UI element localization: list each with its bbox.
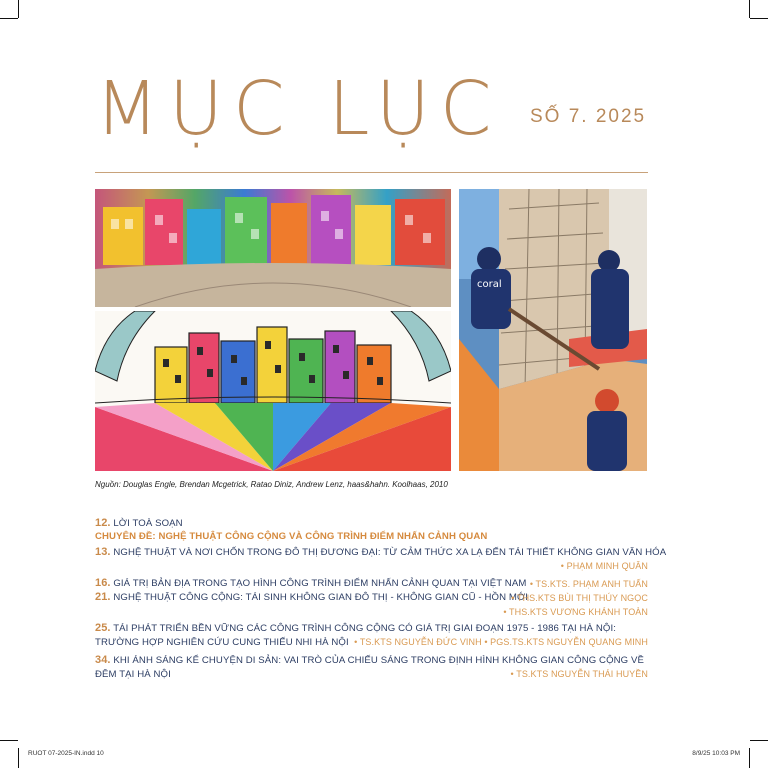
- toc-title: NGHỆ THUẬT VÀ NƠI CHỐN TRONG ĐÔ THỊ ĐƯƠNG ĐẠI: TỪ CẢM THỨC XA LẠ ĐẾN TÁI THIẾT KHÔNG GIAN VĂN HÓA: [113, 547, 667, 558]
- toc-title: KHI ÁNH SÁNG KỂ CHUYỆN DI SẢN: VAI TRÒ CỦA CHIẾU SÁNG TRONG ĐỊNH HÌNH KHÔNG GIAN CÔNG CỘNG VỀ: [113, 655, 644, 666]
- workers-painting-photo: [459, 189, 647, 471]
- crop-mark: [750, 740, 768, 741]
- image-caption: Nguồn: Douglas Engle, Brendan Mcgetrick, Ratao Diniz, Andrew Lenz, haas&hahn. Koolhaas, 2010: [95, 480, 448, 489]
- toc-title: NGHỆ THUẬT CÔNG CỘNG: TÁI SINH KHÔNG GIAN ĐÔ THỊ - KHÔNG GIAN CŨ - HỒN MỚI: [113, 592, 529, 603]
- toc-entry-continued: [95, 637, 648, 648]
- toc-page-number: 13.: [95, 546, 111, 558]
- toc-page-number: 12.: [95, 517, 111, 529]
- favela-illustration: [95, 311, 451, 471]
- title-divider: [95, 172, 648, 173]
- crop-mark: [750, 18, 768, 19]
- toc-editorial[interactable]: [95, 517, 648, 529]
- toc-page-number: 34.: [95, 654, 111, 666]
- crop-mark: [18, 748, 19, 768]
- toc-entry[interactable]: [95, 591, 648, 603]
- toc-author: • TS.KTS NGUYỄN THÁI HUYỀN: [510, 669, 648, 679]
- print-slug-file: RUOT 07-2025-IN.indd 10: [28, 750, 104, 757]
- toc-theme-heading: CHUYÊN ĐỀ: NGHỆ THUẬT CÔNG CỘNG VÀ CÔNG TRÌNH ĐIỂM NHẤN CẢNH QUAN: [95, 531, 488, 542]
- favela-panorama-photo: [95, 189, 451, 307]
- toc-title: TRƯỜNG HỢP NGHIÊN CỨU CUNG THIẾU NHI HÀ NỘI: [95, 637, 349, 648]
- toc-page-number: 16.: [95, 577, 111, 589]
- crop-mark: [0, 740, 18, 741]
- toc-title: LỜI TOÀ SOẠN: [113, 518, 183, 529]
- toc-author: • THS.KTS VƯƠNG KHÁNH TOÀN: [503, 607, 648, 617]
- toc-title: GIÁ TRỊ BẢN ĐỊA TRONG TẠO HÌNH CÔNG TRÌNH ĐIỂM NHẤN CẢNH QUAN TẠI VIỆT NAM: [113, 578, 527, 589]
- toc-entry-continued: [95, 669, 648, 680]
- toc-page-number: 21.: [95, 591, 111, 603]
- toc-page-number: 25.: [95, 622, 111, 634]
- worker-shirt-text: coral: [477, 279, 502, 290]
- toc-author: • TS.KTS NGUYỄN ĐỨC VINH • PGS.TS.KTS NGUYỄN QUANG MINH: [354, 637, 648, 647]
- toc-entry[interactable]: [95, 577, 648, 589]
- toc-entry[interactable]: [95, 546, 667, 558]
- crop-mark: [0, 18, 18, 19]
- crop-mark: [18, 0, 19, 18]
- page-title: MỤC LỤC: [95, 66, 502, 152]
- toc-author: • THS.KTS BÙI THỊ THÚY NGỌC: [511, 593, 648, 603]
- toc-author: • TS.KTS. PHẠM ANH TUẤN: [529, 579, 648, 589]
- print-slug-date: 8/9/25 10:03 PM: [692, 750, 740, 757]
- crop-mark: [749, 0, 750, 18]
- toc-entry[interactable]: [95, 654, 648, 666]
- crop-mark: [749, 748, 750, 768]
- toc-author: • PHẠM MINH QUÂN: [560, 561, 648, 571]
- toc-title: TÁI PHÁT TRIỂN BỀN VỮNG CÁC CÔNG TRÌNH CÔNG CỘNG CÓ GIÁ TRỊ GIAI ĐOẠN 1975 - 1986 TẠI HÀ NỘI:: [113, 623, 616, 634]
- issue-number: SỐ 7. 2025: [530, 106, 647, 127]
- toc-title: ĐÊM TẠI HÀ NỘI: [95, 669, 171, 680]
- toc-entry[interactable]: [95, 622, 648, 634]
